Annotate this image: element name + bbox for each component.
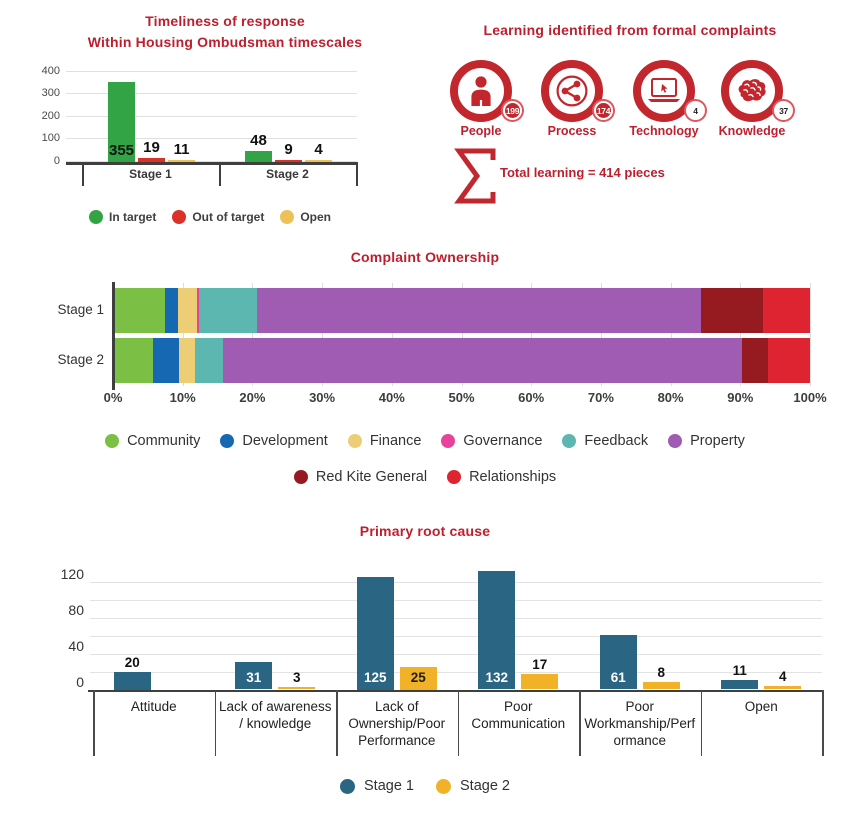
axis-tick [356, 162, 358, 186]
segment-property [223, 338, 742, 383]
bar-value-label: 132 [485, 669, 509, 685]
x-axis-label: 40% [378, 390, 405, 405]
legend-item-community [105, 433, 200, 449]
segment-community [113, 288, 165, 333]
legend-label: Stage 1 [364, 778, 414, 794]
x-axis-label: 60% [518, 390, 545, 405]
x-axis-label: 30% [309, 390, 336, 405]
category-label-line: Poor [625, 699, 655, 714]
legend-dot [348, 434, 362, 448]
bar-value-label: 3 [292, 669, 301, 685]
bar-value-label: 61 [610, 669, 626, 685]
category-label-line: Attitude [130, 699, 177, 714]
segment-development [153, 338, 179, 383]
ownership-title: Complaint Ownership [350, 249, 500, 265]
y-axis-label: 200 [41, 109, 60, 122]
bar-value-label: 31 [246, 669, 262, 685]
learning-item-label: Technology [629, 124, 699, 138]
root-cause-legend [0, 778, 850, 794]
segment-community [113, 338, 153, 383]
grid-line [90, 618, 822, 619]
legend-label: Finance [369, 433, 422, 449]
category-label-line: Performance [358, 733, 436, 748]
ownership-legend-row2 [0, 469, 850, 485]
segment-finance [178, 288, 197, 333]
y-axis-label: 80 [68, 601, 84, 618]
x-axis-label: 100% [793, 390, 827, 405]
legend-item-property [668, 433, 745, 449]
y-axis-line [112, 282, 115, 390]
count-badge [501, 99, 524, 122]
legend-dot [172, 210, 186, 224]
timeliness-legend [30, 210, 390, 224]
count-badge-value: 174 [594, 101, 613, 120]
y-axis-label: 0 [53, 154, 60, 167]
x-axis-label: 20% [239, 390, 266, 405]
legend-dot [105, 434, 119, 448]
bar-value-label: 48 [250, 132, 267, 150]
category-label-line: Lack of awareness [218, 699, 332, 714]
category-label [458, 698, 580, 732]
legend-label: In target [108, 210, 157, 224]
bar-in-target [245, 151, 272, 162]
timeliness-title-line1: Timeliness of response [145, 13, 305, 29]
laptop-icon [646, 77, 682, 105]
count-badge [592, 99, 615, 122]
legend-item-relationships [447, 469, 556, 485]
bar-value-label: 19 [143, 138, 160, 156]
legend-dot [562, 434, 576, 448]
ownership-legend-row1 [0, 433, 850, 449]
brain-icon [735, 77, 769, 106]
x-axis-label: 90% [727, 390, 754, 405]
category-label [701, 698, 823, 715]
category-label-line: Workmanship/Perf [584, 716, 696, 731]
legend-label: Feedback [584, 433, 649, 449]
legend-item-out-of-target [172, 210, 264, 224]
y-axis-label: 400 [41, 64, 60, 77]
legend-label: Red Kite General [315, 469, 428, 485]
bar-value-label: 125 [363, 669, 387, 685]
legend-item-in-target [89, 210, 156, 224]
bar-value-label: 355 [108, 142, 135, 159]
category-label [93, 698, 215, 715]
bar-value-label: 11 [732, 662, 747, 678]
bar-value-label: 4 [778, 668, 787, 684]
legend-item-open [280, 210, 331, 224]
segment-property [257, 288, 700, 333]
segment-relationships [768, 338, 810, 383]
bar-value-label: 8 [657, 665, 665, 681]
legend-dot [220, 434, 234, 448]
segment-development [165, 288, 178, 333]
person-icon [468, 75, 494, 107]
category-label [336, 698, 458, 749]
group-label: Stage 1 [129, 167, 172, 181]
bar-value-label: 4 [314, 141, 323, 159]
category-label-line: Communication [471, 716, 566, 731]
legend-dot [280, 210, 294, 224]
category-label-line: Ownership/Poor [348, 716, 446, 731]
bar-value-label: 20 [124, 654, 140, 670]
segment-finance [179, 338, 194, 383]
bar [521, 674, 558, 689]
y-axis-label: 300 [41, 87, 60, 99]
count-badge-value: 37 [774, 101, 793, 120]
grid-line [90, 600, 822, 601]
legend-item-development [220, 433, 327, 449]
timeliness-title-line2: Within Housing Ombudsman timescales [87, 34, 363, 50]
legend-label: Open [300, 210, 331, 224]
grid-line [90, 582, 822, 583]
legend-label: Out of target [192, 210, 265, 224]
y-axis-label: 120 [60, 565, 84, 582]
legend-label: Relationships [469, 469, 557, 485]
learning-item-label: Process [547, 124, 597, 138]
row-label: Stage 2 [57, 352, 104, 367]
legend-item-governance [441, 433, 542, 449]
segment-feedback [195, 338, 224, 383]
category-label-line: / knowledge [239, 716, 312, 731]
x-axis-label: 80% [657, 390, 684, 405]
bar-value-label: 17 [532, 657, 548, 673]
legend-label: Stage 2 [460, 778, 510, 794]
grid-line [90, 672, 822, 673]
legend-item-stage-1 [340, 778, 414, 794]
x-axis-line [66, 162, 357, 165]
category-label-line: Open [744, 699, 778, 714]
learning-item-label: Knowledge [718, 124, 786, 138]
bar [114, 672, 151, 690]
row-label: Stage 1 [57, 302, 104, 317]
category-label-line: Poor [503, 699, 533, 714]
legend-dot [668, 434, 682, 448]
category-label [579, 698, 701, 749]
legend-item-finance [348, 433, 422, 449]
segment-red-kite-general [701, 288, 764, 333]
legend-dot [436, 779, 451, 794]
category-label [215, 698, 337, 732]
legend-item-stage-2 [436, 778, 510, 794]
total-learning-text: Total learning = 414 pieces [500, 165, 665, 180]
segment-relationships [763, 288, 810, 333]
share-icon [556, 75, 588, 107]
x-axis-label: 0% [103, 390, 123, 405]
learning-item-label: People [460, 124, 502, 138]
bar-value-label: 25 [410, 669, 426, 685]
segment-feedback [199, 288, 257, 333]
bar [721, 680, 758, 690]
y-axis-label: 0 [76, 673, 84, 690]
legend-dot [340, 779, 355, 794]
count-badge-value: 4 [686, 101, 705, 120]
count-badge [772, 99, 795, 122]
count-badge [684, 99, 707, 122]
x-axis-label: 50% [448, 390, 475, 405]
bar [643, 682, 680, 689]
segment-red-kite-general [742, 338, 768, 383]
bar-value-label: 9 [284, 140, 293, 158]
x-axis-label: 70% [587, 390, 614, 405]
sigma-icon [451, 146, 497, 204]
category-label-line: Lack of [374, 699, 419, 714]
legend-dot [89, 210, 103, 224]
x-axis-line [88, 690, 823, 693]
grid-line [90, 636, 822, 637]
learning-title: Learning identified from formal complaints [483, 22, 777, 38]
legend-label: Community [127, 433, 201, 449]
legend-label: Governance [463, 433, 543, 449]
category-label-line: ormance [613, 733, 667, 748]
legend-label: Development [242, 433, 328, 449]
category-separator [822, 690, 824, 756]
y-axis-label: 100 [41, 132, 60, 144]
legend-dot [447, 470, 461, 484]
x-axis-label: 10% [169, 390, 196, 405]
bar-value-label: 11 [173, 140, 190, 158]
group-label: Stage 2 [266, 167, 309, 181]
root-cause-title: Primary root cause [359, 523, 491, 539]
grid-line [810, 283, 811, 386]
grid-line [90, 654, 822, 655]
y-axis-label: 40 [68, 637, 84, 654]
grid-line [66, 71, 357, 72]
legend-item-red-kite-general [294, 469, 427, 485]
legend-dot [441, 434, 455, 448]
count-badge-value: 199 [503, 101, 522, 120]
legend-dot [294, 470, 308, 484]
legend-item-feedback [562, 433, 648, 449]
legend-label: Property [690, 433, 745, 449]
